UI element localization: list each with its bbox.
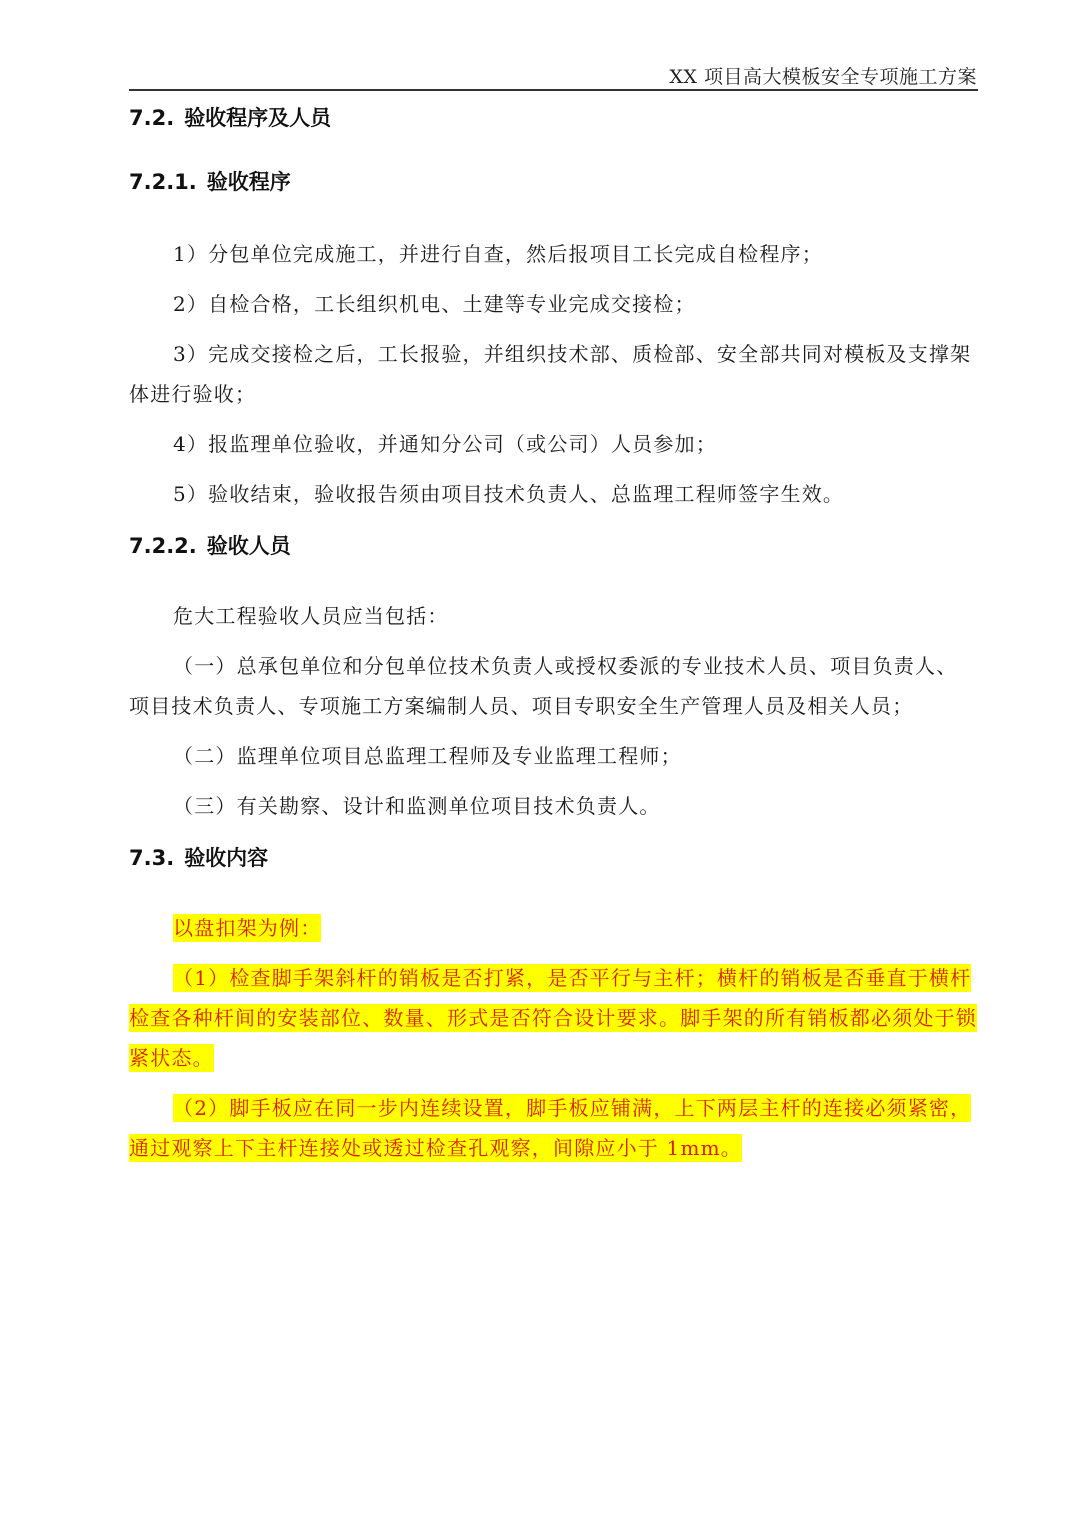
document-body (129, 100, 978, 1168)
content-item (129, 958, 978, 1078)
personnel-item: （二）监理单位项目总监理工程师及专业监理工程师； (173, 744, 682, 768)
content-item (129, 1088, 978, 1168)
personnel-item: （一）总承包单位和分包单位技术负责人或授权委派的专业技术人员、项目负责人、项目技术负责人、专项施工方案编制人员、项目专职安全生产管理人员及相关人员； (129, 654, 958, 718)
procedure-step: 5）验收结束，验收报告须由项目技术负责人、总监理工程师签字生效。 (173, 482, 845, 506)
section-number: 7.2.1. (129, 170, 197, 194)
section-title: 验收内容 (184, 845, 269, 870)
section-title: 验收人员 (206, 533, 291, 558)
personnel-item: （三）有关勘察、设计和监测单位项目技术负责人。 (173, 794, 661, 818)
section-number: 7.2. (129, 106, 175, 130)
procedure-list (129, 234, 978, 514)
procedure-step: 1）分包单位完成施工，并进行自查，然后报项目工长完成自检程序； (173, 242, 823, 266)
section-heading-7-3 (129, 840, 978, 876)
highlighted-text: （2）脚手板应在同一步内连续设置，脚手板应铺满，上下两层主杆的连接必须紧密，通过观察上下主杆连接处或透过检查孔观察，间隙应小于 1mm。 (129, 1096, 972, 1160)
section-number: 7.3. (129, 846, 175, 870)
section-heading-7-2 (129, 100, 978, 136)
personnel-intro: 危大工程验收人员应当包括： (173, 604, 449, 628)
procedure-step: 3）完成交接检之后，工长报验，并组织技术部、质检部、安全部共同对模板及支撑架体进行验收； (129, 342, 972, 406)
section-title: 验收程序及人员 (184, 105, 332, 130)
document-header-title: XX 项目高大模板安全专项施工方案 (669, 66, 977, 88)
content-list (129, 908, 978, 1168)
highlighted-text: 以盘扣架为例： (173, 916, 322, 940)
section-title: 验收程序 (206, 169, 291, 194)
section-number: 7.2.2. (129, 534, 197, 558)
content-intro (129, 908, 978, 948)
highlighted-text: （1）检查脚手架斜杆的销板是否打紧，是否平行与主杆；横杆的销板是否垂直于横杆检查各种杆间的安装部位、数量、形式是否符合设计要求。脚手架的所有销板都必须处于锁紧状态。 (129, 966, 977, 1070)
procedure-step: 4）报监理单位验收，并通知分公司（或公司）人员参加； (173, 432, 717, 456)
procedure-step: 2）自检合格，工长组织机电、土建等专业完成交接检； (173, 292, 696, 316)
header-divider (129, 89, 978, 91)
personnel-list (129, 596, 978, 826)
section-heading-7-2-1 (129, 164, 978, 200)
section-heading-7-2-2 (129, 528, 978, 564)
